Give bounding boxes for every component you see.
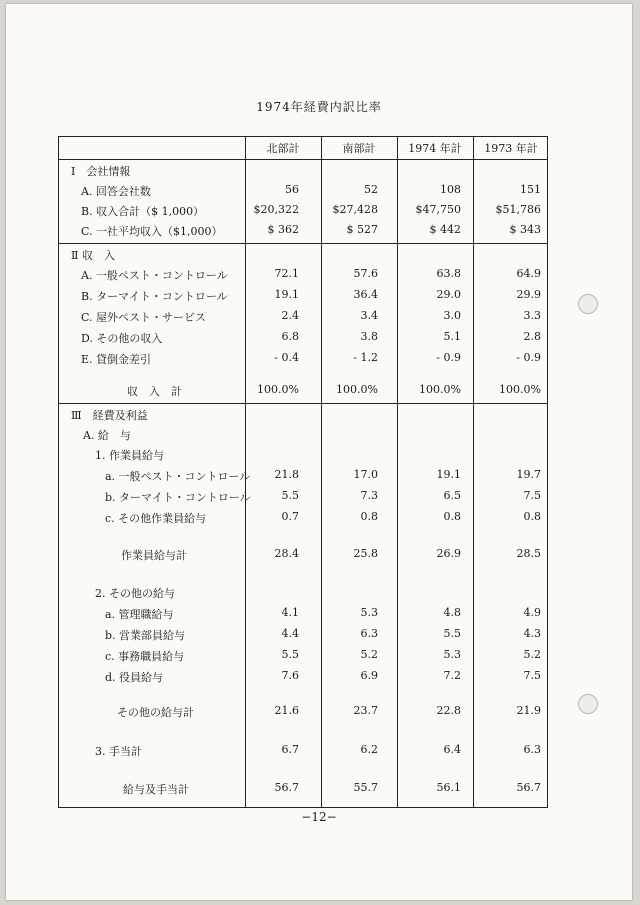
cell-1973: - 0.9 bbox=[516, 351, 541, 364]
row-label: E. 貸倒金差引 bbox=[81, 353, 152, 366]
cell-1973: $51,786 bbox=[495, 203, 541, 216]
cell-north: 28.4 bbox=[274, 547, 299, 560]
cell-north: 56.7 bbox=[274, 781, 299, 794]
cell-north: 19.1 bbox=[274, 288, 299, 301]
table-row bbox=[59, 223, 547, 243]
table-row bbox=[59, 309, 547, 329]
section-income: Ⅱ 収 入 bbox=[71, 249, 115, 262]
row-label: 給与及手当計 bbox=[123, 783, 189, 796]
subsection-worker-salaries: 1. 作業員給与 bbox=[95, 449, 164, 462]
cell-south: 5.2 bbox=[360, 648, 378, 661]
cell-1973: 7.5 bbox=[523, 669, 541, 682]
table-row-total bbox=[59, 704, 547, 724]
cell-south: 25.8 bbox=[353, 547, 378, 560]
subsection-title bbox=[59, 427, 547, 447]
row-label: C. 屋外ペスト・サービス bbox=[81, 311, 207, 324]
cell-north: - 0.4 bbox=[274, 351, 299, 364]
row-label: 作業員給与計 bbox=[121, 549, 187, 562]
cell-1973: $ 343 bbox=[509, 223, 541, 236]
cell-1974: 63.8 bbox=[436, 267, 461, 280]
document-page bbox=[6, 4, 632, 900]
section-expenses-profit: Ⅲ 経費及利益 bbox=[71, 409, 148, 422]
cell-1974: - 0.9 bbox=[436, 351, 461, 364]
cell-north: 2.4 bbox=[281, 309, 299, 322]
row-label: B. ターマイト・コントロール bbox=[81, 290, 228, 303]
cell-north: 4.4 bbox=[281, 627, 299, 640]
cell-south: $27,428 bbox=[332, 203, 378, 216]
cell-1974: 100.0% bbox=[419, 383, 461, 396]
cell-south: 17.0 bbox=[353, 468, 378, 481]
row-label: 収 入 計 bbox=[127, 385, 182, 398]
cell-1973: 19.7 bbox=[516, 468, 541, 481]
cell-south: 36.4 bbox=[353, 288, 378, 301]
expense-ratio-table bbox=[58, 136, 548, 808]
row-label: その他の給与計 bbox=[117, 706, 194, 719]
cell-north: 5.5 bbox=[281, 648, 299, 661]
cell-1974: $47,750 bbox=[415, 203, 461, 216]
cell-1973: 64.9 bbox=[516, 267, 541, 280]
table-row bbox=[59, 351, 547, 371]
cell-south: 52 bbox=[364, 183, 378, 196]
cell-south: 23.7 bbox=[353, 704, 378, 717]
cell-1974: 108 bbox=[440, 183, 461, 196]
cell-1973: 2.8 bbox=[523, 330, 541, 343]
cell-1973: 7.5 bbox=[523, 489, 541, 502]
binder-hole-top bbox=[578, 294, 598, 314]
header-rule bbox=[59, 159, 547, 160]
cell-1974: 7.2 bbox=[443, 669, 461, 682]
table-row bbox=[59, 489, 547, 509]
subsection-other-salaries: 2. その他の給与 bbox=[95, 587, 175, 600]
cell-1973: 28.5 bbox=[516, 547, 541, 560]
cell-1974: 19.1 bbox=[436, 468, 461, 481]
cell-south: 55.7 bbox=[353, 781, 378, 794]
cell-south: 100.0% bbox=[336, 383, 378, 396]
cell-1974: 26.9 bbox=[436, 547, 461, 560]
cell-1973: 6.3 bbox=[523, 743, 541, 756]
section-title bbox=[59, 407, 547, 427]
cell-1974: 56.1 bbox=[436, 781, 461, 794]
cell-north: 7.6 bbox=[281, 669, 299, 682]
section-title bbox=[59, 163, 547, 183]
table-row bbox=[59, 330, 547, 350]
cell-north: 4.1 bbox=[281, 606, 299, 619]
cell-north: 6.7 bbox=[281, 743, 299, 756]
cell-1974: 0.8 bbox=[443, 510, 461, 523]
cell-1974: 6.5 bbox=[443, 489, 461, 502]
row-label: b. ターマイト・コントロール bbox=[105, 491, 251, 504]
table-row bbox=[59, 606, 547, 626]
cell-1973: 100.0% bbox=[499, 383, 541, 396]
cell-1973: 151 bbox=[520, 183, 541, 196]
section-company-info: Ⅰ 会社情報 bbox=[71, 165, 131, 178]
cell-1973: 5.2 bbox=[523, 648, 541, 661]
table-row bbox=[59, 468, 547, 488]
table-row bbox=[59, 288, 547, 308]
cell-south: 3.4 bbox=[360, 309, 378, 322]
table-row bbox=[59, 627, 547, 647]
cell-1974: 5.1 bbox=[443, 330, 461, 343]
cell-north: 72.1 bbox=[274, 267, 299, 280]
row-label: a. 一般ペスト・コントロール bbox=[105, 470, 251, 483]
section-rule bbox=[59, 243, 547, 244]
page-title: 1974年経費内訳比率 bbox=[256, 100, 382, 114]
table-row-total bbox=[59, 781, 547, 801]
table-row-total bbox=[59, 383, 547, 403]
row-label: c. その他作業員給与 bbox=[105, 512, 207, 525]
table-row bbox=[59, 267, 547, 287]
subsection-title bbox=[59, 585, 547, 605]
table-row bbox=[59, 510, 547, 530]
cell-1974: 29.0 bbox=[436, 288, 461, 301]
cell-1974: 5.3 bbox=[443, 648, 461, 661]
cell-1973: 3.3 bbox=[523, 309, 541, 322]
table-row bbox=[59, 669, 547, 689]
section-rule bbox=[59, 403, 547, 404]
row-label: A. 一般ペスト・コントロール bbox=[81, 269, 228, 282]
cell-north: 100.0% bbox=[257, 383, 299, 396]
cell-1973: 4.3 bbox=[523, 627, 541, 640]
row-label: b. 営業部員給与 bbox=[105, 629, 186, 642]
row-label: d. 役員給与 bbox=[105, 671, 164, 684]
row-label: 3. 手当計 bbox=[95, 745, 142, 758]
cell-north: $20,322 bbox=[253, 203, 299, 216]
row-label: a. 管理職給与 bbox=[105, 608, 174, 621]
cell-1973: 29.9 bbox=[516, 288, 541, 301]
cell-south: 7.3 bbox=[360, 489, 378, 502]
cell-south: $ 527 bbox=[346, 223, 378, 236]
cell-south: 57.6 bbox=[353, 267, 378, 280]
header-north: 北部計 bbox=[266, 142, 300, 155]
cell-1974: $ 442 bbox=[429, 223, 461, 236]
header-1974: 1974 年計 bbox=[408, 142, 462, 155]
cell-north: 56 bbox=[285, 183, 299, 196]
table-row bbox=[59, 203, 547, 223]
table-row bbox=[59, 648, 547, 668]
binder-hole-bottom bbox=[578, 694, 598, 714]
row-label: C. 一社平均収入（$1,000） bbox=[81, 225, 223, 238]
cell-north: 6.8 bbox=[281, 330, 299, 343]
cell-1973: 21.9 bbox=[516, 704, 541, 717]
cell-north: 5.5 bbox=[281, 489, 299, 502]
cell-south: 0.8 bbox=[360, 510, 378, 523]
cell-north: 21.6 bbox=[274, 704, 299, 717]
cell-south: 6.3 bbox=[360, 627, 378, 640]
cell-north: 21.8 bbox=[274, 468, 299, 481]
cell-south: 3.8 bbox=[360, 330, 378, 343]
cell-1973: 56.7 bbox=[516, 781, 541, 794]
row-label: A. 回答会社数 bbox=[81, 185, 151, 198]
cell-south: 6.9 bbox=[360, 669, 378, 682]
cell-1974: 3.0 bbox=[443, 309, 461, 322]
cell-1973: 4.9 bbox=[523, 606, 541, 619]
row-label: c. 事務職員給与 bbox=[105, 650, 185, 663]
table-row bbox=[59, 743, 547, 763]
header-south: 南部計 bbox=[342, 142, 376, 155]
section-title bbox=[59, 247, 547, 267]
row-label: D. その他の収入 bbox=[81, 332, 163, 345]
header-1973: 1973 年計 bbox=[484, 142, 538, 155]
page-number: −12− bbox=[301, 810, 337, 824]
cell-north: 0.7 bbox=[281, 510, 299, 523]
subsection-title bbox=[59, 447, 547, 467]
row-label: B. 収入合計（$ 1,000） bbox=[81, 205, 205, 218]
cell-1973: 0.8 bbox=[523, 510, 541, 523]
cell-south: 6.2 bbox=[360, 743, 378, 756]
cell-1974: 6.4 bbox=[443, 743, 461, 756]
cell-1974: 4.8 bbox=[443, 606, 461, 619]
subsection-salaries: A. 給 与 bbox=[83, 429, 131, 442]
table-row-total bbox=[59, 547, 547, 567]
cell-1974: 5.5 bbox=[443, 627, 461, 640]
cell-north: $ 362 bbox=[267, 223, 299, 236]
cell-south: 5.3 bbox=[360, 606, 378, 619]
cell-south: - 1.2 bbox=[353, 351, 378, 364]
cell-1974: 22.8 bbox=[436, 704, 461, 717]
table-row bbox=[59, 183, 547, 203]
